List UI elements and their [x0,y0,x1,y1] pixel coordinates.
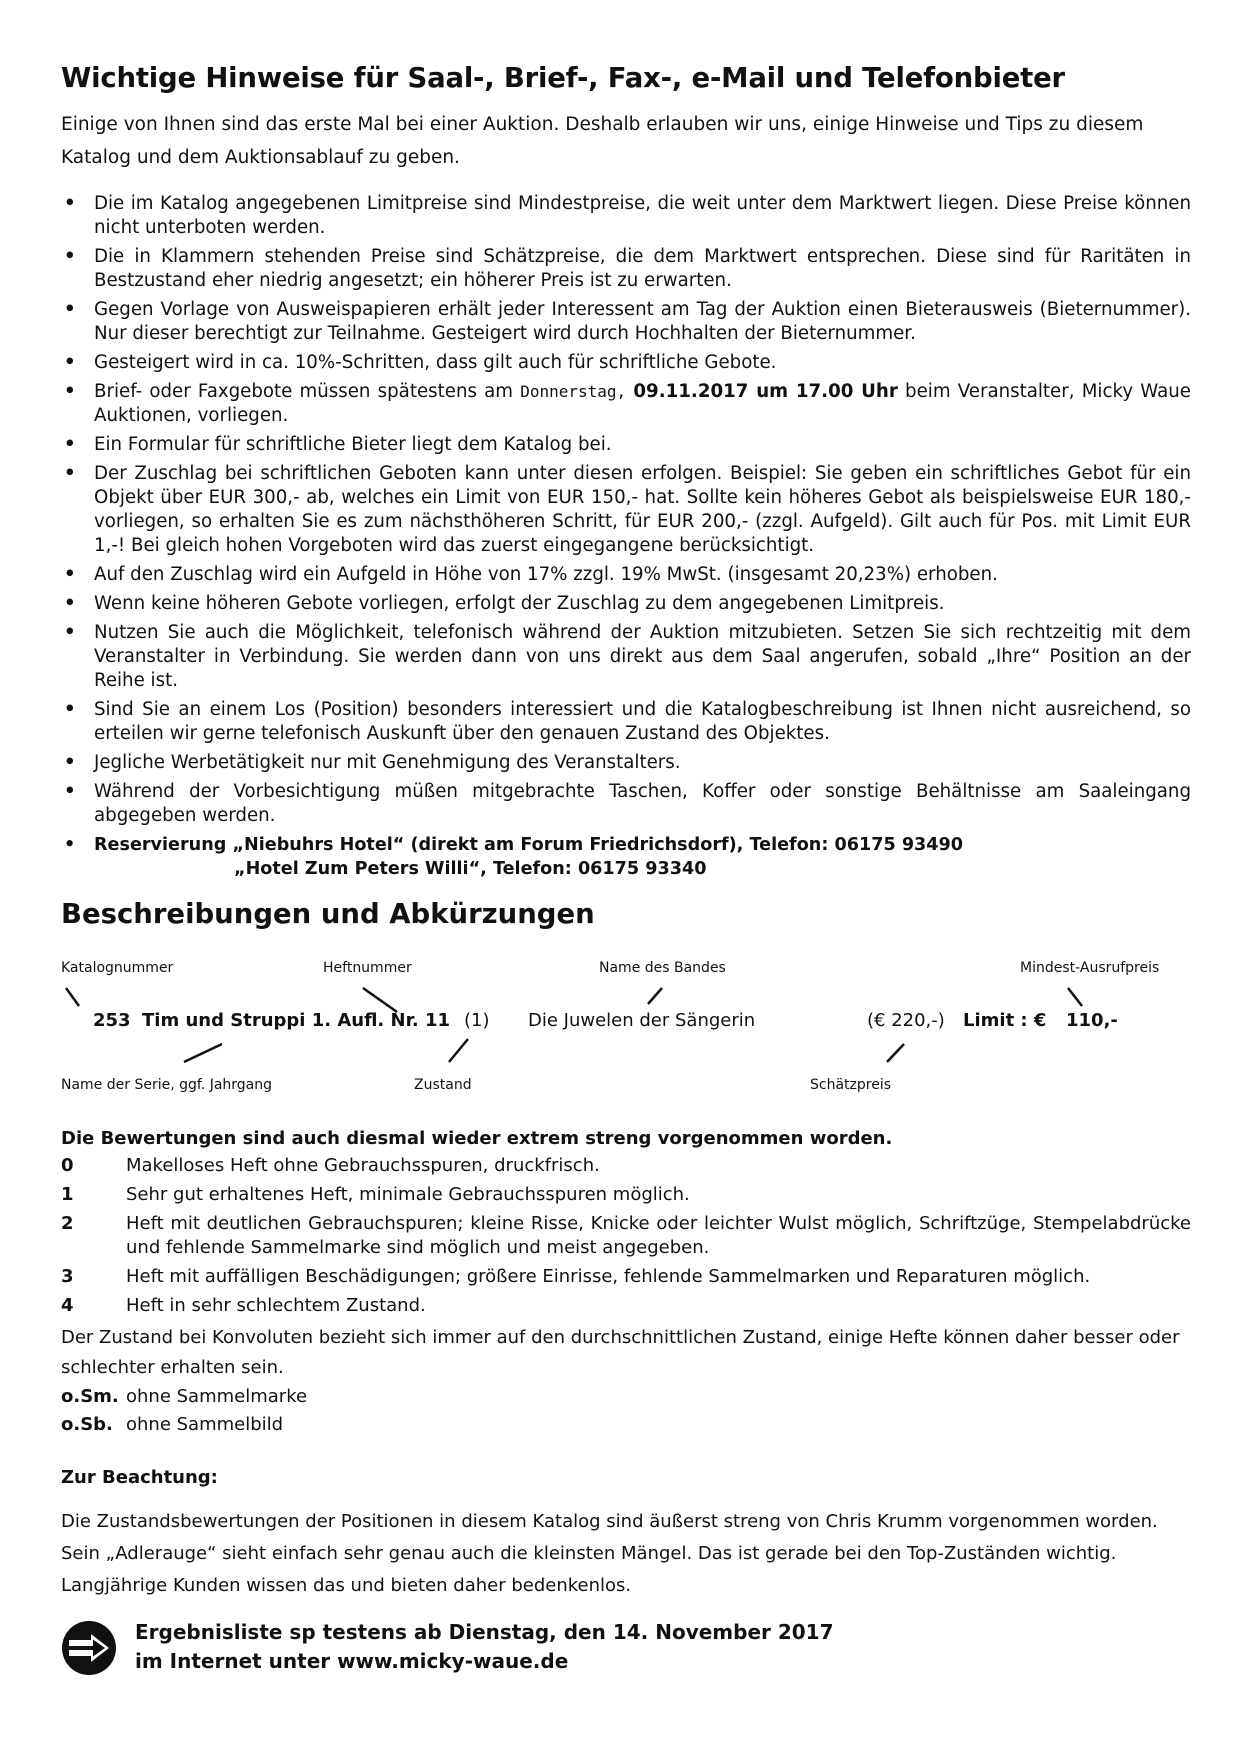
example-bandname: Die Juwelen der Sängerin [528,1010,756,1031]
rating-row: 1 Sehr gut erhaltenes Heft, minimale Gebrauchsspuren möglich. [61,1184,690,1205]
example-zustand: (1) [464,1010,490,1031]
list-item: • Ein Formular für schriftliche Bieter liegt dem Katalog bei. [64,434,612,455]
list-item-hotels: • Reservierung „Niebuhrs Hotel“ (direkt am Forum Friedrichsdorf), Telefon: 06175 93490 „Hotel Zum Peters Willi“, Telefon: 06175 93340 [61,833,1191,881]
pointer-zustand [449,1039,468,1062]
abbreviation-row: o.Sb. ohne Sammelbild [61,1414,284,1435]
section-title-beschreibungen: Beschreibungen und Abkürzungen [61,898,595,930]
result-notice [61,1618,1161,1690]
list-item: • Während der Vorbesichtigung müßen mitgebrachte Taschen, Koffer oder sonstige Behältnisse am Saaleingang abgegeben werden. [64,781,1191,826]
example-limit-value: 110,- [1066,1010,1118,1031]
list-item: • Wenn keine höheren Gebote vorliegen, erfolgt der Zuschlag zu dem angegebenen Limitpreis. [64,593,945,614]
list-item: • Gesteigert wird in ca. 10%-Schritten, dass gilt auch für schriftliche Gebote. [64,352,777,373]
abbreviation-row: o.Sm. ohne Sammelmarke [61,1386,308,1407]
label-mindest-ausrufpreis: Mindest-Ausrufpreis [1020,960,1160,976]
hotel-line-1: Reservierung „Niebuhrs Hotel“ (direkt am Forum Friedrichsdorf), Telefon: 06175 93490 [94,835,964,855]
list-item: • Die in Klammern stehenden Preise sind Schätzpreise, die dem Marktwert entsprechen. Diese sind für Raritäten in Bestzustand eher niedrig angesetzt; ein höherer Preis ist zu erwarten. [64,246,1191,291]
hotel-line-2: „Hotel Zum Peters Willi“, Telefon: 06175 93340 [234,859,707,879]
example-serie: Tim und Struppi 1. Aufl. Nr. 11 [142,1010,451,1031]
attention-block [61,1464,1191,1602]
label-name-der-serie: Name der Serie, ggf. Jahrgang [61,1077,273,1093]
pointer-name-des-bandes [648,988,662,1004]
example-limit-label: Limit : € [963,1010,1047,1031]
pointer-katalognummer [66,988,79,1006]
label-katalognummer: Katalognummer [61,960,174,976]
deadline-day: Donnerstag, [520,382,627,401]
section-title-hinweise: Wichtige Hinweise für Saal-, Brief-, Fax-, e-Mail und Telefonbieter [61,62,1065,94]
list-item: • Gegen Vorlage von Ausweispapieren erhält jeder Interessent am Tag der Auktion einen Bieterausweis (Bieternummer). Nur dieser berechtigt zur Teilnahme. Gesteigert wird durch Hochhalten der Bieternummer. [64,299,1191,344]
pointer-schaetzpreis [887,1044,904,1062]
arrow-right-circle-icon [61,1620,117,1676]
pointer-name-der-serie [184,1044,222,1062]
example-katalognummer: 253 [93,1010,131,1031]
pointer-mindest-ausrufpreis [1068,988,1082,1006]
label-heftnummer: Heftnummer [323,960,412,976]
result-line-1: Ergebnisliste sp testens ab Dienstag, den 14. November 2017 [135,1620,834,1644]
rating-row: 2 Heft mit deutlichen Gebrauchspuren; kleine Risse, Knicke oder leichter Wulst möglich, Schriftzüge, Stempelabdrücke und fehlende Sammelmarke sind möglich und meist angegeben. [61,1213,1191,1258]
label-name-des-bandes: Name des Bandes [599,960,726,976]
attention-line: Die Zustandsbewertungen der Positionen in diesem Katalog sind äußerst streng von Chris Krumm vorgenommen worden. [61,1511,1158,1532]
list-item-deadline: • Brief- oder Faxgebote müssen spätestens am Donnerstag, 09.11.2017 um 17.00 Uhr beim Veranstalter, Micky Waue Auktionen, vorliegen. [64,381,1191,426]
intro-paragraph: Einige von Ihnen sind das erste Mal bei einer Auktion. Deshalb erlauben wir uns, einige Hinweise und Tips zu diesem Katalog und dem Auktionsablauf zu geben. [61,114,1144,168]
example-schaetzpreis: (€ 220,-) [867,1010,945,1031]
example-entry-diagram [0,950,1240,1100]
attention-heading: Zur Beachtung: [61,1467,218,1488]
rating-row: 4 Heft in sehr schlechtem Zustand. [61,1295,426,1316]
list-item: • Auf den Zuschlag wird ein Aufgeld in Höhe von 17% zzgl. 19% MwSt. (insgesamt 20,23%) erhoben. [64,564,998,585]
deadline-datetime: 09.11.2017 um 17.00 Uhr [633,381,898,402]
hinweise-list [61,192,1191,886]
konvolut-note: Der Zustand bei Konvoluten bezieht sich immer auf den durchschnittlichen Zustand, einige Hefte können daher besser oder schlechter erhalten sein. [61,1327,1180,1378]
list-item: • Jegliche Werbetätigkeit nur mit Genehmigung des Veranstalters. [64,752,681,773]
rating-row: 0 Makelloses Heft ohne Gebrauchsspuren, druckfrisch. [61,1155,600,1176]
list-item: • Der Zuschlag bei schriftlichen Geboten kann unter diesen erfolgen. Beispiel: Sie geben ein schriftliches Gebot für ein Objekt über EUR 300,- ab, welches ein Limit von EUR 150,- hat. Sollte kein höheres Gebot als beispielsweise EUR 180,- vorliegen, so erhalten Sie es zum nächsthöheren Schritt, für EUR 200,- (zzgl. Aufgeld). Gilt auch für Pos. mit Limit EUR 1,-! Bei gleich hohen Vorgeboten wird das zuerst eingegangene berücksichtigt. [64,463,1191,556]
ratings-headline: Die Bewertungen sind auch diesmal wieder extrem streng vorgenommen worden. [61,1128,893,1149]
label-schaetzpreis: Schätzpreis [810,1077,892,1093]
list-item: • Nutzen Sie auch die Möglichkeit, telefonisch während der Auktion mitzubieten. Setzen Sie sich rechtzeitig mit dem Veranstalter in Verbindung. Sie werden dann von uns direkt aus dem Saal angerufen, sobald „Ihre“ Position an der Reihe ist. [64,622,1191,691]
list-item: • Die im Katalog angegebenen Limitpreise sind Mindestpreise, die weit unter dem Marktwert liegen. Diese Preise können nicht unterboten werden. [64,193,1191,238]
ratings-block [61,1126,1191,1439]
rating-row: 3 Heft mit auffälligen Beschädigungen; größere Einrisse, fehlende Sammelmarken und Reparaturen möglich. [61,1266,1091,1287]
result-line-2: im Internet unter www.micky-waue.de [135,1649,569,1673]
pointer-heftnummer [363,988,397,1012]
label-zustand: Zustand [414,1077,472,1093]
list-item: • Sind Sie an einem Los (Position) besonders interessiert und die Katalogbeschreibung ist Ihnen nicht ausreichend, so erteilen wir gerne telefonisch Auskunft über den genauen Zustand des Objektes. [64,699,1191,744]
result-text [135,1618,834,1676]
attention-line: Sein „Adlerauge“ sieht einfach sehr genau auch die kleinsten Mängel. Das ist gerade bei den Top-Zuständen wichtig. [61,1543,1117,1564]
attention-line: Langjährige Kunden wissen das und bieten daher bedenkenlos. [61,1575,632,1596]
